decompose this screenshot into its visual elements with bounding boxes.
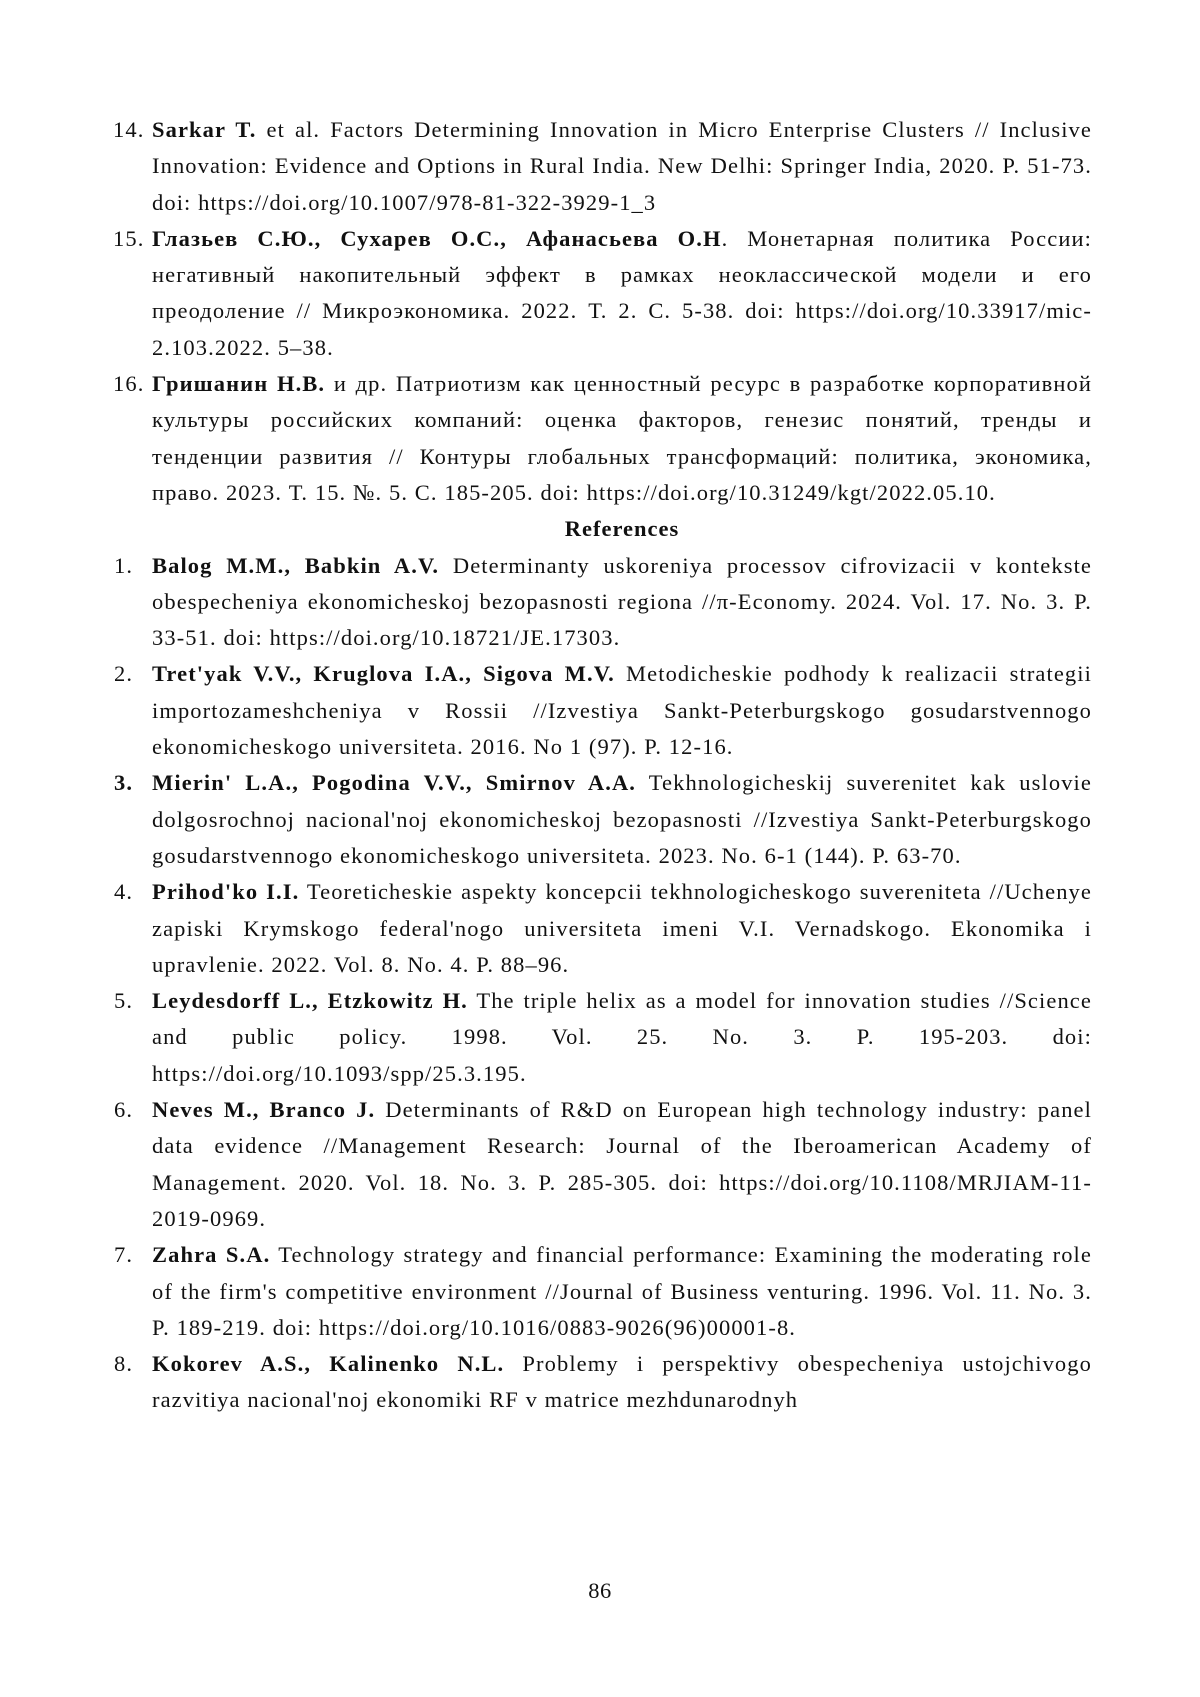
reference-authors: Гришанин Н.В. [152,371,326,397]
reference-item [114,221,1092,366]
reference-item [114,366,1092,511]
reference-number: 7. [114,1242,134,1268]
reference-text: и др. Патриотизм как ценностный ресурс в разработке корпоративной культуры российских компаний: оценка факторов, генезис понятий, тренды и тенденции развития // Контуры глобальных трансформаций: политика, экономика, право. 2023. Т. 15. №. 5. С. 185-205. doi: https://doi.org/10.31249/kgt/2022.05.10. [152,371,1092,505]
page-number: 86 [588,1578,612,1603]
reference-number: 1. [114,552,134,578]
reference-item [114,656,1092,765]
reference-authors: Prihod'ko I.I. [152,879,300,905]
reference-text: Tekhnologicheskij suverenitet kak uslovie dolgosrochnoj nacional'noj ekonomicheskoj bezopasnosti //Izvestiya Sankt-Peterburgskogo gosudarstvennogo ekonomicheskogo universiteta. 2023. No. 6-1 (144). P. 63-70. [152,770,1092,868]
reference-authors: Zahra S.A. [152,1242,271,1268]
reference-number: 15. [113,225,145,251]
reference-number: 4. [114,879,134,905]
reference-text: Determinants of R&D on European high technology industry: panel data evidence //Management Research: Journal of the Iberoamerican Academy of Management. 2020. Vol. 18. No. 3. P. 285-305. doi: https://doi.org/10.1108/MRJIAM-11-2019-0969. [152,1097,1092,1231]
reference-text: The triple helix as a model for innovation studies //Science and public policy. 1998. Vol. 25. No. 3. P. 195-203. doi: https://doi.org/10.1093/spp/25.3.195. [152,988,1092,1086]
reference-authors: Kokorev A.S., Kalinenko N.L. [152,1351,505,1377]
reference-text: Problemy i perspektivy obespecheniya ustojchivogo razvitiya nacional'noj ekonomiki RF v matrice mezhdunarodnyh [152,1351,1092,1413]
reference-number: 5. [114,988,134,1014]
reference-item [114,765,1092,874]
reference-item [114,112,1092,221]
bibliography-list-references [114,548,1092,1419]
reference-authors: Neves M., Branco J. [152,1097,376,1123]
reference-number: 8. [114,1351,134,1377]
reference-item [114,1092,1092,1237]
reference-text: Metodicheskie podhody k realizacii strategii importozameshcheniya v Rossii //Izvestiya Sankt-Peterburgskogo gosudarstvennogo ekonomicheskogo universiteta. 2016. No 1 (97). P. 12-16. [152,661,1092,760]
reference-number: 3. [114,770,134,796]
reference-authors: Leydesdorff L., Etzkowitz H. [152,988,468,1014]
reference-item [114,1346,1092,1419]
reference-authors: Глазьев С.Ю., Сухарев О.С., Афанасьева О.Н [152,225,722,251]
reference-number: 16. [113,371,145,397]
reference-authors: Mierin' L.A., Pogodina V.V., Smirnov A.A. [152,770,637,796]
reference-number: 2. [114,661,134,687]
reference-number: 14. [113,117,145,142]
reference-authors: Sarkar T. [152,117,257,142]
reference-authors: Balog M.M., Babkin A.V. [152,552,440,578]
reference-text: Teoreticheskie aspekty koncepcii tekhnologicheskogo suvereniteta //Uchenye zapiski Krymskogo federal'nogo universiteta imeni V.I. Vernadskogo. Ekonomika i upravlenie. 2022. Vol. 8. No. 4. P. 88–96. [152,879,1092,977]
references-heading: References [564,516,680,542]
reference-item [114,1237,1092,1346]
reference-authors: Tret'yak V.V., Kruglova I.A., Sigova M.V. [152,661,615,687]
reference-item [114,983,1092,1092]
reference-text: Determinanty uskoreniya processov cifrovizacii v kontekste obespecheniya ekonomicheskoj bezopasnosti regiona //π-Economy. 2024. Vol. 17. No. 3. P. 33-51. doi: https://doi.org/10.18721/JE.17303. [152,552,1093,651]
reference-item [114,874,1092,983]
reference-text: et al. Factors Determining Innovation in Micro Enterprise Clusters // Inclusive Innovation: Evidence and Options in Rural India. New Delhi: Springer India, 2020. P. 51-73. doi: https://doi.org/10.1007/978-81-322-3929-1_3 [152,117,1092,215]
reference-text: . Монетарная политика России: негативный накопительный эффект в рамках неоклассической модели и его преодоление // Микроэкономика. 2022. Т. 2. С. 5-38. doi: https://doi.org/10.33917/mic-2.103.2022. 5–38. [152,225,1092,360]
page-content [114,112,1092,1419]
reference-item [114,548,1092,657]
reference-text: Technology strategy and financial performance: Examining the moderating role of the firm's competitive environment //Journal of Business venturing. 1996. Vol. 11. No. 3. P. 189-219. doi: https://doi.org/10.1016/0883-9026(96)00001-8. [152,1242,1092,1340]
bibliography-list-russian [114,112,1092,511]
reference-number: 6. [114,1097,134,1123]
